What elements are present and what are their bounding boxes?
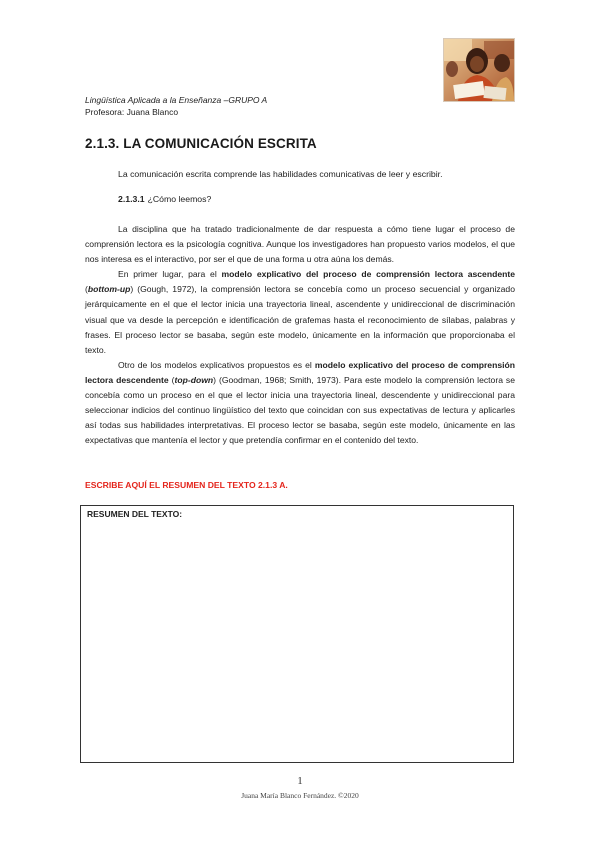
p3-ref: (Goodman, 1968; Smith, 1973) [218, 374, 339, 385]
p3-rest: . Para este modelo la comprensión lectora se concebía como un proceso en el que el lector inicia una trayectoria lineal, descendente y unidireccional para seleccionar indicios del continuo lingüístico del texto que coincidan con sus expectativas de lectura y aplicarles así todas sus habilidades interpretativas. El proceso lector se basaba, según este modelo, únicamente en las expectativas que mantenía el lector y que pretendía confirmar en el contenido del texto. [85, 374, 516, 446]
page-number: 1 [297, 775, 303, 787]
instruction-text: ESCRIBE AQUÍ EL RESUMEN DEL TEXTO 2.1.3 A. [85, 480, 288, 490]
subsection-number: 2.1.3.1 [118, 194, 145, 204]
p2-term: bottom-up [87, 284, 131, 295]
p3-term: top-down [174, 374, 214, 385]
professor-header: Profesora: Juana Blanco [85, 107, 179, 117]
subsection-title: ¿Cómo leemos? [147, 194, 212, 204]
p3-bold-model: modelo explicativo del proceso de comprensión lectora descendente [85, 359, 515, 385]
paragraph-1: La disciplina que ha tratado tradicionalmente de dar respuesta a cómo tiene lugar el proceso de comprensión lectora es la psicología cognitiva. Aunque los investigadores han propuesto varios modelos, el que nos interesa es el interactivo, por ser el que de una forma u otra aúna los demás. [85, 224, 515, 265]
subsection-heading [118, 194, 211, 204]
summary-box[interactable] [80, 505, 514, 763]
section-intro: La comunicación escrita comprende las habilidades comunicativas de leer y escribir. [118, 169, 443, 179]
students-reading-photo [443, 38, 515, 102]
p2-ref: (Gough, 1972) [137, 284, 195, 295]
body-text [85, 222, 515, 448]
paragraph-2: En primer lugar, para el modelo explicativo del proceso de comprensión lectora ascendente (bottom-up) (Gough, 1972), la comprensión lectora se concebía como un proceso secuencial y organizado jerárquicamente en el que el lector inicia una trayectoria lineal, ascendente y unidireccional de discriminación visual que va desde la percepción e identificación de grafemas hasta el reconocimiento de sílabas, palabras y frases. El proceso lector se basaba, según este modelo, únicamente en la información que proporcionaba el texto. [85, 269, 516, 355]
section-title: 2.1.3. LA COMUNICACIÓN ESCRITA [85, 136, 317, 151]
p2-bold-model: modelo explicativo del proceso de comprensión lectora ascendente [221, 269, 516, 280]
summary-label: RESUMEN DEL TEXTO: [87, 509, 183, 519]
p3-lead: Otro de los modelos explicativos propuestos es el [118, 359, 312, 370]
p2-rest: , la comprensión lectora se concebía como un proceso secuencial y organizado jerárquicamente en el que el lector inicia una trayectoria lineal, ascendente y unidireccional de discriminación visual que va desde la percepción e identificación de grafemas hasta el reconocimiento de sílabas, palabras y frases. El proceso lector se basaba, según este modelo, únicamente en la información que proporcionaba el texto. [85, 284, 515, 355]
students-photo-icon [444, 39, 514, 101]
course-header: Lingüística Aplicada a la Enseñanza –GRUPO A [85, 95, 268, 105]
paragraph-3: Otro de los modelos explicativos propuestos es el modelo explicativo del proceso de comprensión lectora descendente (top-down) (Goodman, 1968; Smith, 1973). Para este modelo la comprensión lectora se concebía como un proceso en el que el lector inicia una trayectoria lineal, descendente y unidireccional para seleccionar indicios del continuo lingüístico del texto que coincidan con sus expectativas de lectura y aplicarles así todas sus habilidades interpretativas. El proceso lector se basaba, según este modelo, únicamente en las expectativas que mantenía el lector y que pretendía confirmar en el contenido del texto. [85, 359, 516, 446]
footer-copyright: Juana María Blanco Fernández. ©2020 [241, 791, 359, 800]
p2-lead: En primer lugar, para el [118, 269, 217, 280]
